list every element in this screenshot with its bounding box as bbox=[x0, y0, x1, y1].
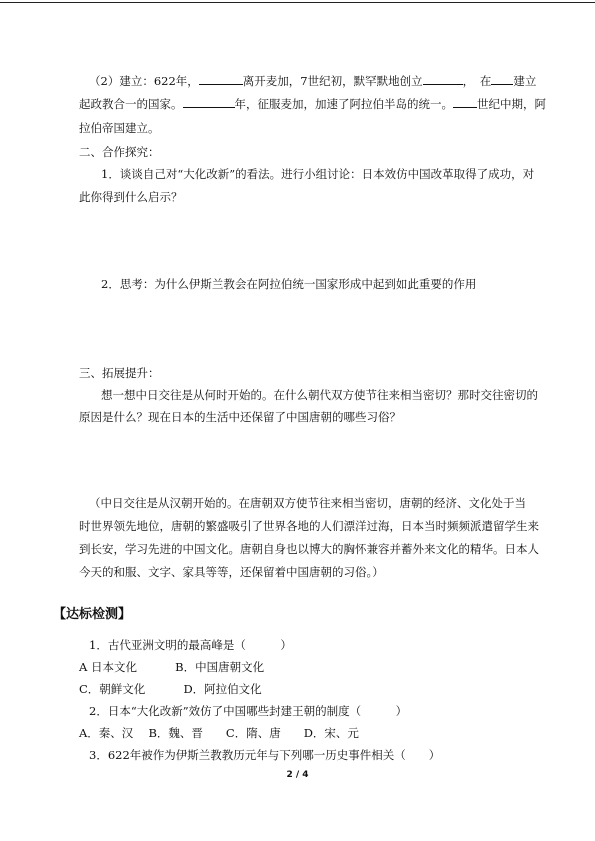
q2-line2-c: 世纪中期，阿 bbox=[477, 97, 546, 111]
q2-text-b: 离开麦加，7世纪初，默罕默地创立 bbox=[242, 74, 423, 88]
test-q2-options: A．秦、汉 B．魏、晋 C．隋、唐 D．宋、元 bbox=[79, 726, 359, 740]
header-rule bbox=[0, 2, 595, 3]
q2-line2-b: 年，征服麦加，加速了阿拉伯半岛的统一。 bbox=[234, 97, 453, 111]
section2-item2: 2．思考：为什么伊斯兰教会在阿拉伯统一国家形成中起到如此重要的作用 bbox=[101, 277, 477, 291]
section2-title: 二、合作探究： bbox=[79, 145, 160, 159]
test-heading: 【达标检测】 bbox=[53, 607, 132, 622]
test-q1: 1．古代亚洲文明的最高峰是（ ） bbox=[89, 638, 292, 652]
section3-question-line2: 原因是什么？现在日本的生活中还保留了中国唐朝的哪些习俗？ bbox=[79, 410, 401, 424]
section2-item1-line2: 此你得到什么启示？ bbox=[79, 190, 183, 204]
test-q1-options-2: C．朝鲜文化 D．阿拉伯文化 bbox=[79, 682, 262, 696]
section3-answer-line2: 时世界领先地位，唐朝的繁盛吸引了世界各地的人们漂洋过海，日本当时频频派遣留学生来 bbox=[79, 519, 539, 533]
q2-line3: 拉伯帝国建立。 bbox=[79, 121, 160, 135]
section3-question-line1: 想一想中日交往是从何时开始的。在什么朝代双方使节往来相当密切？那时交往密切的 bbox=[101, 388, 538, 402]
section3-answer-line3: 到长安，学习先进的中国文化。唐朝自身也以博大的胸怀兼容并蓄外来文化的精华。日本人 bbox=[79, 542, 539, 556]
test-q2: 2．日本“大化改新”效仿了中国哪些封建王朝的制度（ ） bbox=[89, 704, 408, 718]
blank-2[interactable] bbox=[423, 72, 463, 85]
blank-1[interactable] bbox=[199, 72, 243, 85]
blank-5[interactable] bbox=[453, 95, 477, 108]
q2-line1 bbox=[89, 70, 536, 92]
section3-answer-line1: （中日交往是从汉朝开始的。在唐朝双方使节往来相当密切，唐朝的经济、文化处于当 bbox=[89, 496, 526, 510]
section2-item1-line1: 1．谈谈自己对“大化改新”的看法。进行小组讨论：日本效仿中国改革取得了成功，对 bbox=[101, 167, 535, 181]
blank-4[interactable] bbox=[183, 95, 235, 108]
q2-line2-a: 起政教合一的国家。 bbox=[79, 97, 183, 111]
section3-title: 三、拓展提升： bbox=[79, 366, 160, 380]
blank-3[interactable] bbox=[491, 72, 513, 85]
page-number: 2 / 4 bbox=[286, 770, 309, 780]
q2-text-a: （2）建立：622年， bbox=[89, 74, 199, 88]
test-q3: 3．622年被作为伊斯兰教教历元年与下列哪一历史事件相关（ ） bbox=[89, 748, 441, 762]
q2-text-d: 建立 bbox=[513, 74, 537, 88]
test-q1-options-1: A 日本文化 B．中国唐朝文化 bbox=[79, 660, 265, 674]
q2-line2 bbox=[79, 93, 546, 115]
q2-text-c: ， 在 bbox=[462, 74, 492, 88]
section3-answer-line4: 今天的和服、文字、家具等等，还保留着中国唐朝的习俗。） bbox=[79, 565, 384, 579]
